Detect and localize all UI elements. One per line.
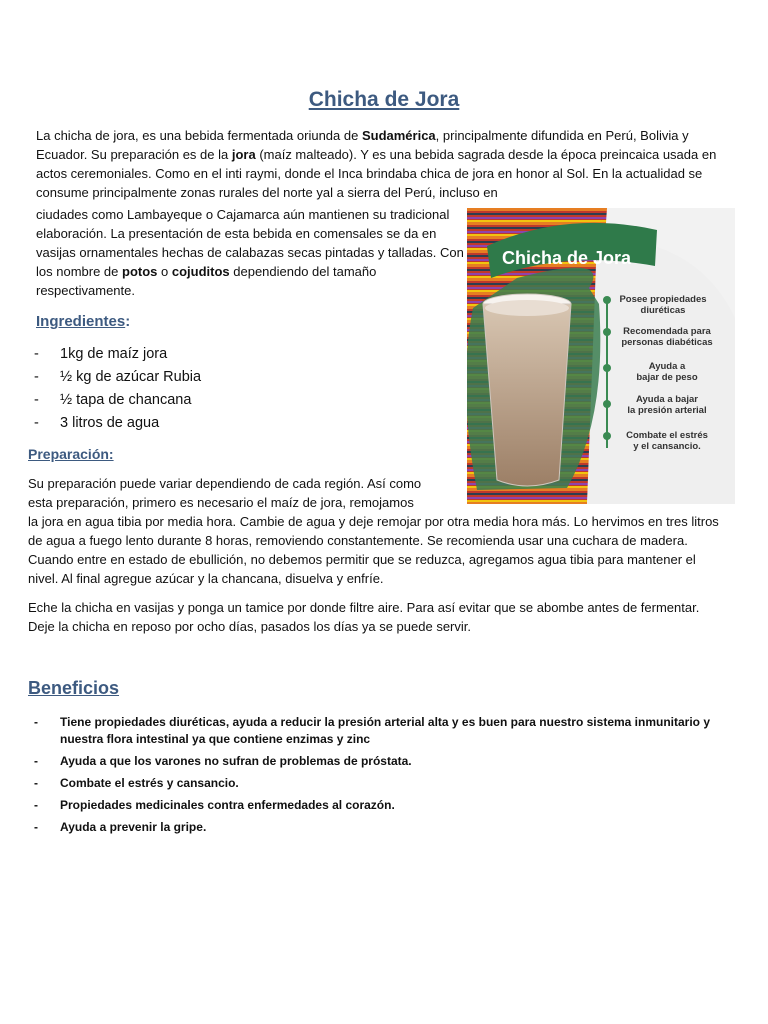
preparation-paragraph-continued: la jora en agua tibia por media hora. Cambie de agua y deje remojar por otra media hora más. Lo hervimos en tres litros de agua a fuego lento durante 8 horas, removiendo constantemente. Se recomienda usar una cuchara de madera. Cuando entre en estado de ebullición, no debemos permitir que se reduzca, agregamos agua tibia para mantener el nivel. Al final agregue azúcar y la chancana, disuelva y enfríe.: [28, 514, 719, 586]
list-item: - Ayuda a que los varones no sufran de problemas de próstata.: [34, 753, 724, 770]
intro-text: , principalmente difundida en Perú, Bolivia y Ecuador. Su preparación es de la: [36, 128, 689, 162]
poster-point-1-line-1: Posee propiedades: [619, 294, 707, 305]
intro-text: La chicha de jora, es una bebida fermentada oriunda de: [36, 128, 362, 143]
poster-point-5-line-1: Combate el estrés: [626, 430, 708, 441]
poster-point-4-line-2: la presión arterial: [627, 405, 707, 416]
list-item: - Tiene propiedades diuréticas, ayuda a reducir la presión arterial alta y es buen para nuestro sistema inmunitario y nuestra flora intestinal ya que contiene enzimas y zinc: [34, 714, 724, 748]
poster-title: Chicha de Jora: [502, 248, 632, 268]
intro-text: (maíz malteado). Y es una bebida sagrada desde la época preincaica usada en actos ceremoniales. Como en el inti raymi, donde el Inca brindaba chica de jora en honor al Sol. En la actualidad se consume principalmente zonas rurales del norte yal a sierra del Perú, incluso en: [36, 147, 717, 200]
list-item: - ½ tapa de chancana: [34, 389, 201, 412]
intro-text: dependiendo del tamaño respectivamente.: [36, 264, 377, 298]
page-title: Chicha de Jora: [308, 88, 460, 111]
chicha-poster-image: [467, 208, 735, 504]
ingredients-list: [34, 343, 201, 435]
poster-point-1-line-2: diuréticas: [640, 305, 686, 316]
list-item: - Ayuda a prevenir la gripe.: [34, 819, 724, 836]
poster-graphic: [467, 208, 735, 504]
poster-point-5-line-2: y el cansancio.: [633, 441, 701, 452]
poster-point-3-line-2: bajar de peso: [636, 372, 698, 383]
intro-bold-potos: potos: [122, 264, 158, 279]
list-item: - Combate el estrés y cansancio.: [34, 775, 724, 792]
preparation-serving-paragraph: Eche la chicha en vasijas y ponga un tamice por donde filtre aire. Para así evitar que se abombe antes de fermentar. Deje la chicha en reposo por ocho días, pasados los días ya se puede servir.: [28, 600, 700, 634]
benefits-list: [34, 714, 724, 841]
poster-point-2-line-2: personas diabéticas: [621, 337, 713, 348]
ingredients-heading: [36, 313, 130, 330]
intro-bold-jora: jora: [231, 147, 256, 162]
list-item: - Propiedades medicinales contra enfermedades al corazón.: [34, 797, 724, 814]
list-item: - 1kg de maíz jora: [34, 343, 201, 366]
ingredients-heading-colon: :: [125, 313, 131, 330]
benefits-heading: Beneficios: [28, 678, 120, 698]
intro-paragraph-continued: [36, 205, 466, 300]
intro-text: o: [157, 264, 172, 279]
list-item: - 3 litros de agua: [34, 412, 201, 435]
preparation-heading-text: Preparación:: [28, 446, 114, 462]
intro-text: ciudades como Lambayeque o Cajamarca aún mantienen su tradicional elaboración. La presentación de esta bebida en comensales se da en vasijas ornamentales hechas de calabazas secas pintadas y talladas. Con los nombre de: [36, 207, 464, 279]
poster-point-3-line-1: Ayuda a: [648, 361, 686, 372]
list-item: - ½ kg de azúcar Rubia: [34, 366, 201, 389]
ingredients-heading-text: Ingredientes: [36, 313, 126, 330]
poster-point-2-line-1: Recomendada para: [623, 326, 711, 337]
preparation-heading: [28, 446, 114, 462]
preparation-paragraph: Su preparación puede variar dependiendo de cada región. Así como esta preparación, primero es necesario el maíz de jora, remojamos: [28, 476, 422, 510]
intro-bold-cojuditos: cojuditos: [171, 264, 230, 279]
intro-bold-sudamerica: Sudamérica: [361, 128, 436, 143]
poster-point-4-line-1: Ayuda a bajar: [636, 394, 698, 405]
intro-paragraph: [36, 126, 736, 202]
